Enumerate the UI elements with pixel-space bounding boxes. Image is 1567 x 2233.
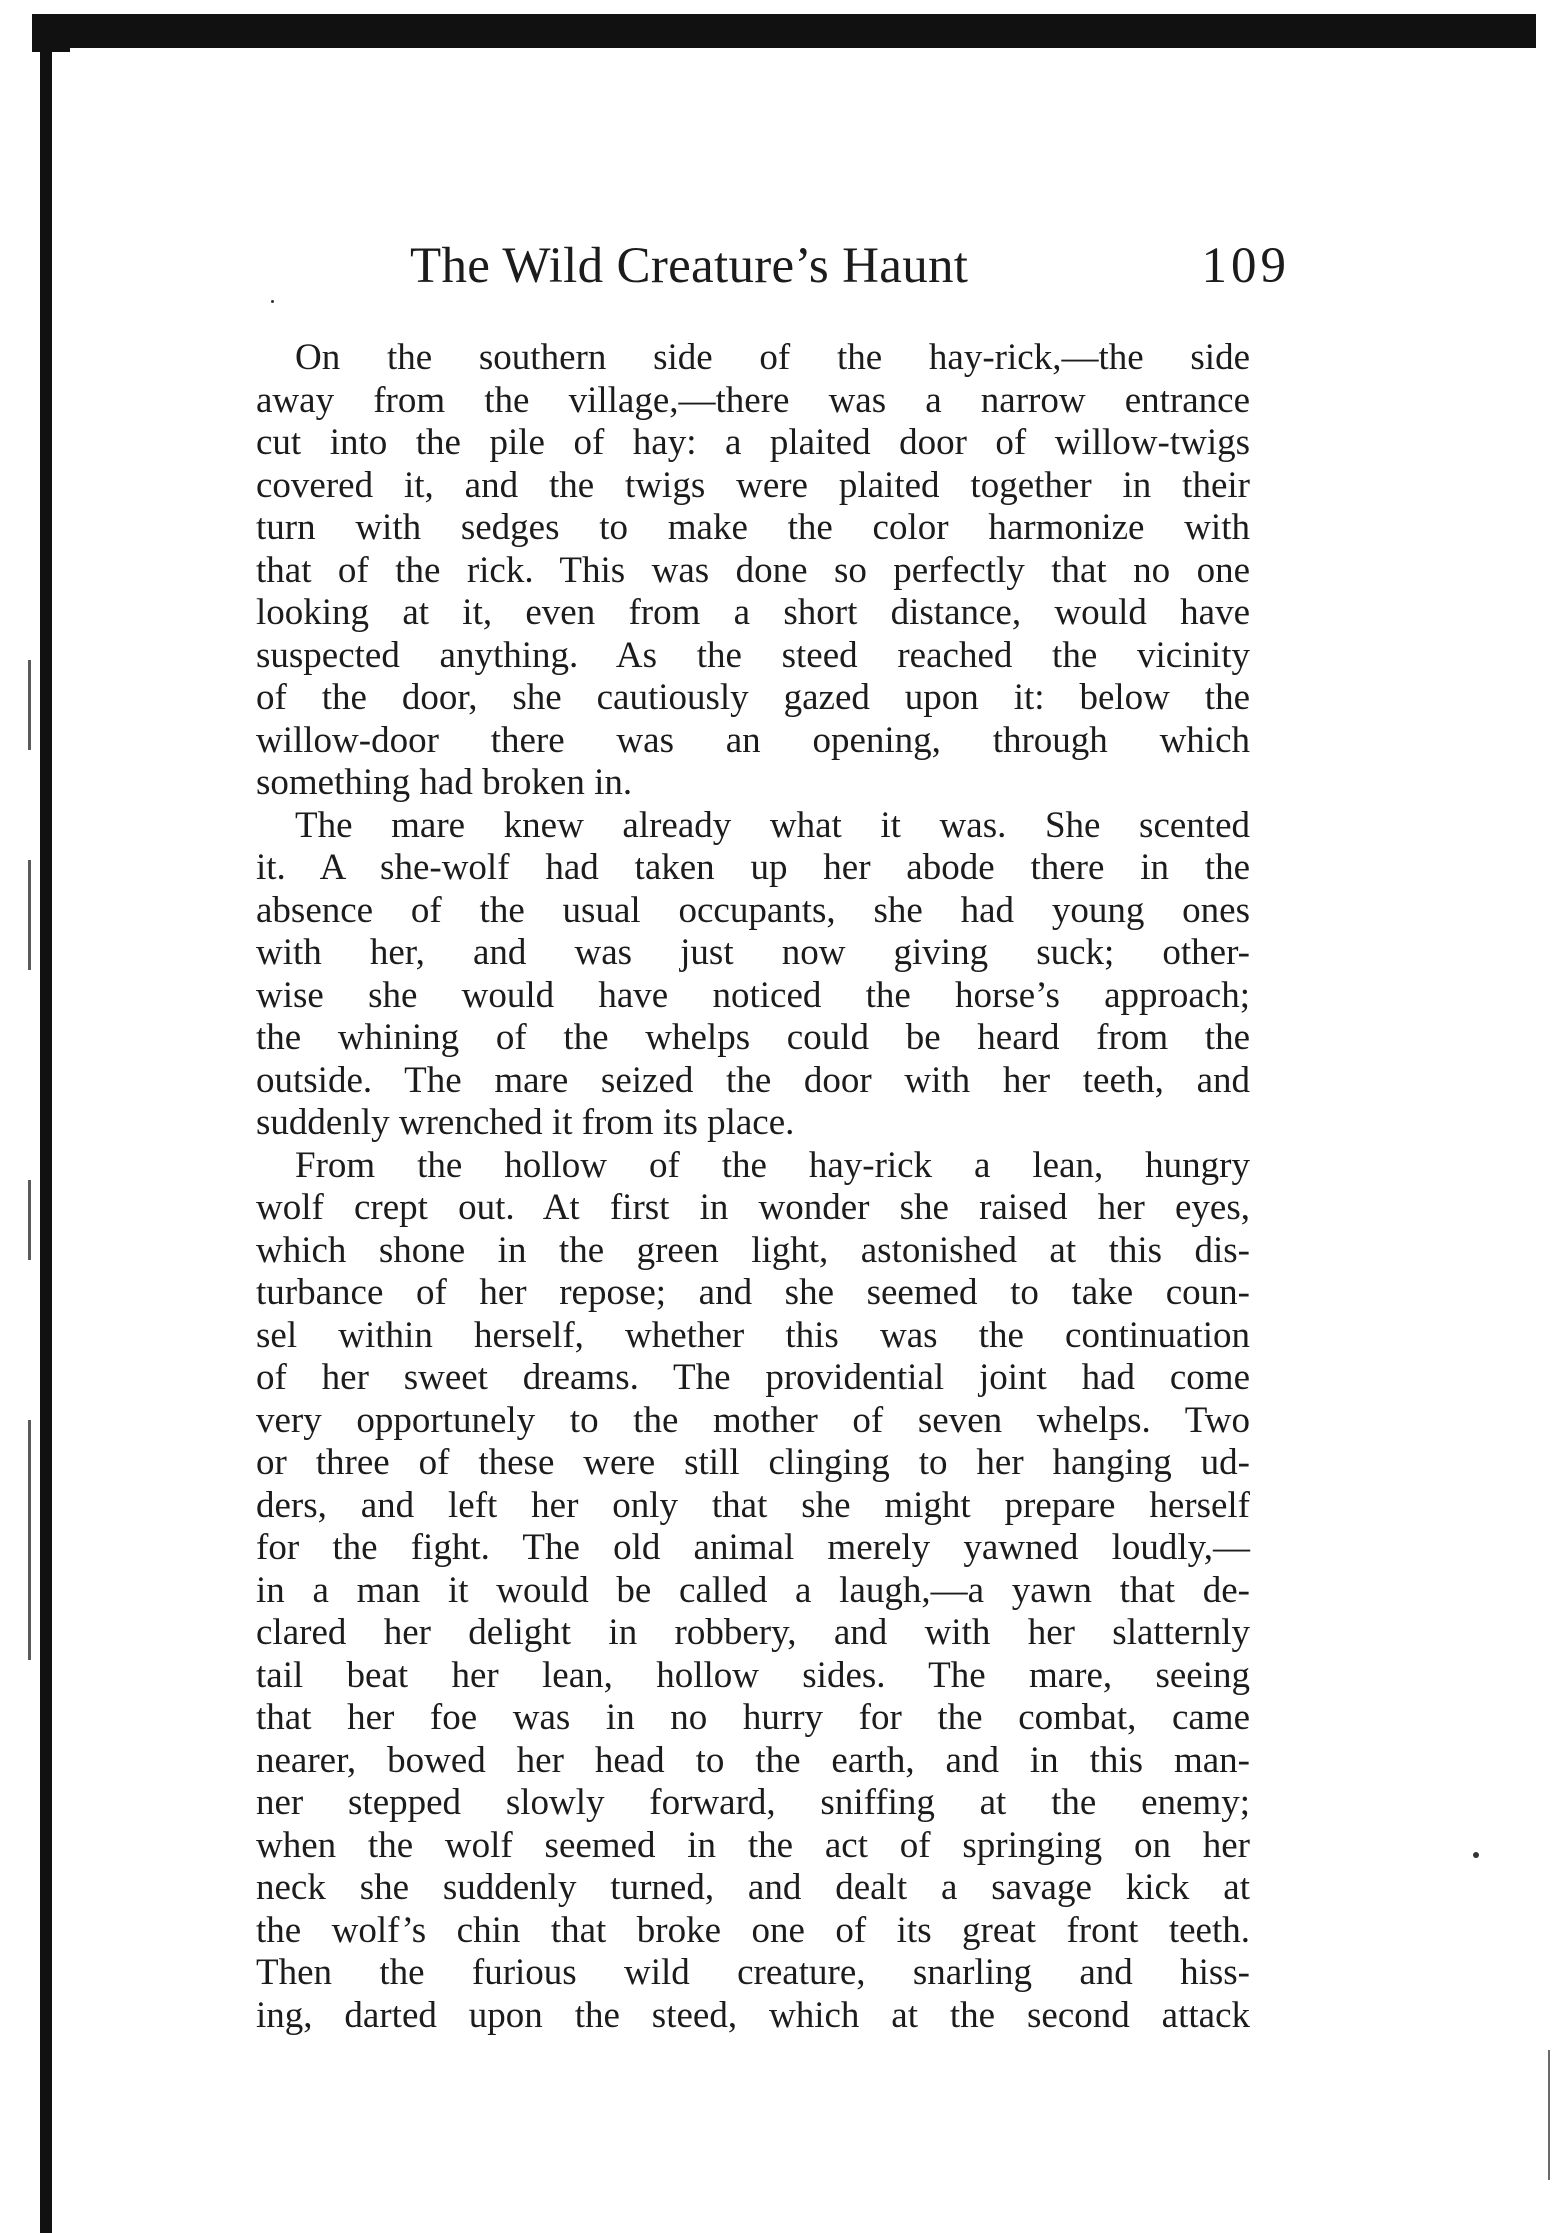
text-line: cut into the pile of hay: a plaited door of willow-twigs (256, 422, 1250, 463)
text-line: away from the village,—there was a narrow entrance (256, 379, 1250, 421)
text-line: From the hollow of the hay-rick a lean, hungry (295, 1144, 1250, 1186)
text-line: neck she suddenly turned, and dealt a savage kick at (256, 1867, 1250, 1908)
page-number: 109 (1201, 238, 1290, 294)
text-line: willow-door there was an opening, through which (256, 719, 1250, 761)
text-line: the wolf’s chin that broke one of its great front teeth. (256, 1909, 1250, 1951)
text-line: looking at it, even from a short distance, would have (256, 592, 1250, 633)
text-line: ders, and left her only that she might prepare herself (256, 1484, 1250, 1526)
text-line: outside. The mare seized the door with her teeth, and (256, 1059, 1250, 1101)
paragraph (256, 1145, 1250, 2038)
text-line: in a man it would be called a laugh,—a yawn that de- (256, 1569, 1250, 1611)
top-scan-border (32, 14, 1536, 48)
text-line: that her foe was in no hurry for the combat, came (256, 1697, 1250, 1738)
paragraph (256, 337, 1250, 805)
text-line: suddenly wrenched it from its place. (256, 1102, 795, 1143)
text-line: that of the rick. This was done so perfectly that no one (256, 549, 1250, 591)
text-line: something had broken in. (256, 762, 633, 803)
text-line: it. A she-wolf had taken up her abode there in the (256, 847, 1250, 888)
page-speck (271, 300, 274, 303)
text-line: when the wolf seemed in the act of springing on her (256, 1824, 1250, 1866)
left-margin-mark (28, 1180, 31, 1260)
text-line: the whining of the whelps could be heard from the (256, 1017, 1250, 1058)
text-line: The mare knew already what it was. She scented (295, 804, 1250, 846)
text-line: which shone in the green light, astonished at this dis- (256, 1229, 1250, 1271)
text-line: turbance of her repose; and she seemed to take coun- (256, 1272, 1250, 1313)
left-scan-border (40, 44, 52, 2233)
text-line: ner stepped slowly forward, sniffing at the enemy; (256, 1782, 1250, 1823)
text-line: of the door, she cautiously gazed upon it: below the (256, 677, 1250, 718)
text-line: or three of these were still clinging to her hanging ud- (256, 1442, 1250, 1483)
text-line: On the southern side of the hay-rick,—the side (295, 337, 1250, 378)
left-margin-mark (28, 660, 31, 750)
paragraph (256, 805, 1250, 1145)
text-line: wise she would have noticed the horse’s approach; (256, 974, 1250, 1016)
text-line: for the fight. The old animal merely yawned loudly,— (256, 1527, 1250, 1568)
running-title: The Wild Creature’s Haunt (410, 238, 969, 294)
text-line: nearer, bowed her head to the earth, and in this man- (256, 1739, 1250, 1781)
text-line: very opportunely to the mother of seven whelps. Two (256, 1399, 1250, 1441)
page-speck (1473, 1852, 1479, 1858)
text-line: clared her delight in robbery, and with her slatternly (256, 1612, 1250, 1653)
right-margin-mark (1548, 2050, 1550, 2180)
text-line: covered it, and the twigs were plaited together in their (256, 464, 1250, 506)
left-margin-mark (28, 860, 31, 970)
body-text (256, 337, 1250, 2037)
text-line: with her, and was just now giving suck; other- (256, 932, 1250, 973)
text-line: absence of the usual occupants, she had young ones (256, 889, 1250, 931)
text-line: sel within herself, whether this was the continuation (256, 1314, 1250, 1356)
text-line: tail beat her lean, hollow sides. The mare, seeing (256, 1654, 1250, 1696)
text-line: turn with sedges to make the color harmonize with (256, 507, 1250, 548)
text-line: wolf crept out. At first in wonder she raised her eyes, (256, 1187, 1250, 1228)
text-line: of her sweet dreams. The providential joint had come (256, 1357, 1250, 1398)
text-line: Then the furious wild creature, snarling and hiss- (256, 1952, 1250, 1993)
text-line: ing, darted upon the steed, which at the second attack (256, 1994, 1250, 2036)
page-header (410, 231, 1290, 301)
left-margin-mark (28, 1420, 31, 1660)
text-line: suspected anything. As the steed reached the vicinity (256, 634, 1250, 676)
